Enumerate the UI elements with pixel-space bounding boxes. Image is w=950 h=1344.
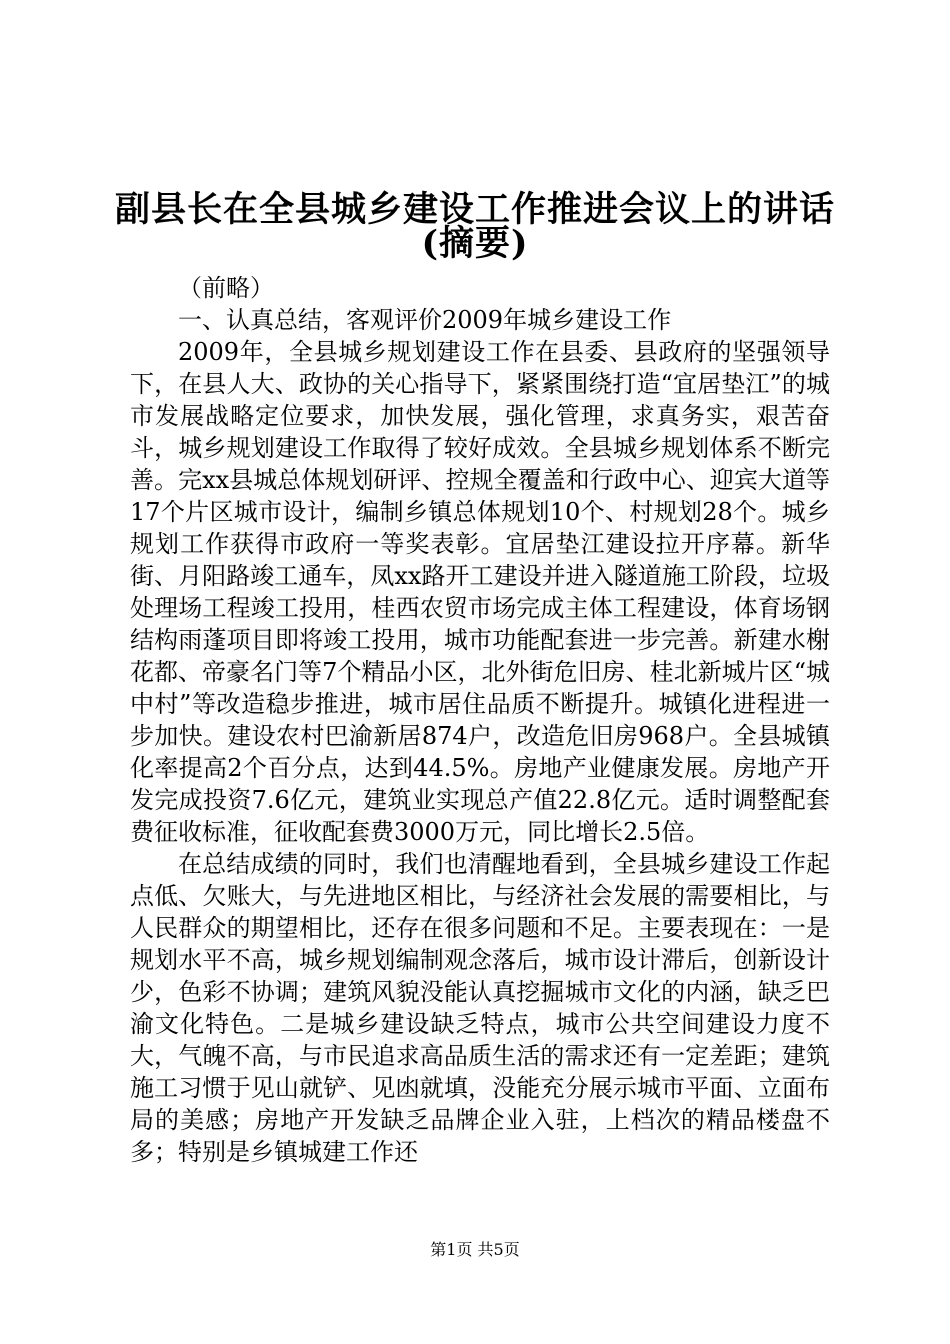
page-footer: 第1页 共5页 [430, 1240, 520, 1259]
paragraph-preface: （前略） [178, 274, 274, 302]
section-heading: 一、认真总结，客观评价2009年城乡建设工作 [178, 306, 672, 334]
document-subtitle: (摘要) [421, 223, 529, 264]
paragraph: 2009年，全县城乡规划建设工作在县委、县政府的坚强领导下，在县人大、政协的关心指导下，紧紧围绕打造“宜居垫江”的城市发展战略定位要求，加快发展，强化管理，求真务实，艰苦奋斗，城乡规划建设工作取得了较好成效。全县城乡规划体系不断完善。完xx县城总体规划研评、控规全覆盖和行政中心、迎宾大道等17个片区城市设计，编制乡镇总体规划10个、村规划28个。城乡规划工作获得市政府一等奖表彰。宜居垫江建设拉开序幕。新华街、月阳路竣工通车，凤xx路开工建设并进入隧道施工阶段，垃圾处理场工程竣工投用，桂西农贸市场完成主体工程建设，体育场钢结构雨蓬项目即将竣工投用，城市功能配套进一步完善。新建水榭花都、帝豪名门等7个精品小区，北外街危旧房、桂北新城片区“城中村”等改造稳步推进，城市居住品质不断提升。城镇化进程进一步加快。建设农村巴渝新居874户，改造危旧房968户。全县城镇化率提高2个百分点，达到44.5%。房地产业健康发展。房地产开发完成投资7.6亿元，建筑业实现总产值22.8亿元。适时调整配套费征收标准，征收配套费3000万元，同比增长2.5倍。 [130, 338, 830, 846]
document-title: 副县长在全县城乡建设工作推进会议上的讲话 [114, 189, 835, 230]
paragraph: 在总结成绩的同时，我们也清醒地看到，全县城乡建设工作起点低、欠账大，与先进地区相比，与经济社会发展的需要相比，与人民群众的期望相比，还存在很多问题和不足。主要表现在：一是规划水平不高，城乡规划编制观念落后，城市设计滞后，创新设计少，色彩不协调；建筑风貌没能认真挖掘城市文化的内涵，缺乏巴渝文化特色。二是城乡建设缺乏特点，城市公共空间建设力度不大，气魄不高，与市民追求高品质生活的需求还有一定差距；建筑施工习惯于见山就铲、见凼就填，没能充分展示城市平面、立面布局的美感；房地产开发缺乏品牌企业入驻，上档次的精品楼盘不多；特别是乡镇城建工作还 [130, 850, 830, 1166]
document-body [130, 272, 830, 1168]
